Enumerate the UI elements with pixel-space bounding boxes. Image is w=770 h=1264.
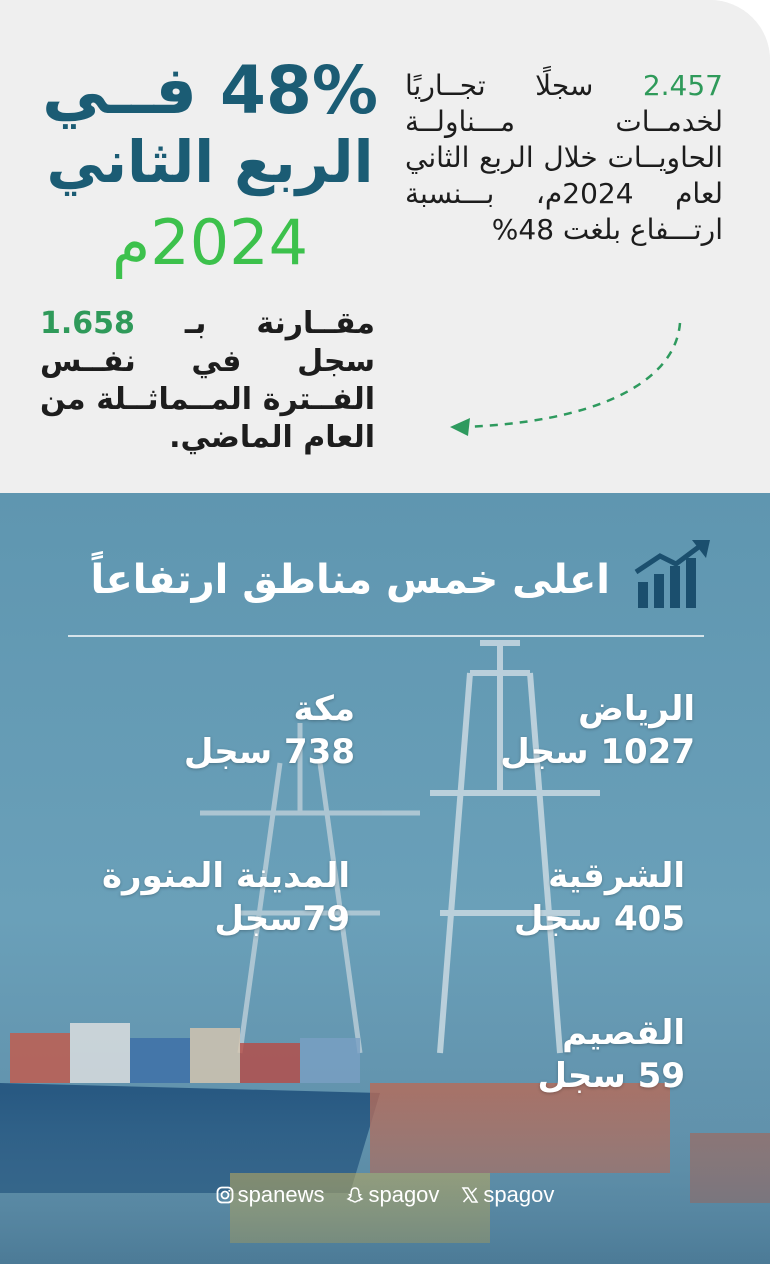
social-handle: spanews [237,1182,325,1207]
headline [40,52,380,285]
region-madinah [60,855,350,941]
region-name: المدينة المنورة [101,856,350,896]
social-handle: spagov [483,1182,555,1207]
section-divider [68,635,704,637]
social-snapchat[interactable] [346,1182,439,1208]
region-count: 738 سجل [183,732,355,772]
region-eastern [440,855,685,941]
region-name: مكة [293,689,355,729]
region-name: القصيم [562,1013,685,1053]
region-name: الشرقية [548,856,685,896]
region-count: 405 سجل [513,899,685,939]
social-instagram[interactable] [216,1182,325,1208]
dashed-arrow-icon [440,315,700,445]
social-handles [150,1178,620,1212]
region-count: 59 سجل [537,1056,685,1096]
headline-quarter: الربع الثاني [46,128,374,196]
comparison-text [40,305,375,457]
social-x[interactable] [461,1182,554,1208]
comparison-prefix: مقــارنة بـ [184,306,375,341]
records-text: سجلًا تجــاريًا لخدمــات مـــناولــة الحاويــات خلال الربع الثاني لعام 2024م، بـــنسبة ارتـــفاع بلغت 48% [405,69,723,246]
region-name: الرياض [578,689,695,729]
records-count: 2.457 [642,69,723,102]
social-handle: spagov [368,1182,440,1207]
region-makkah [110,688,355,774]
x-icon [461,1186,479,1204]
headline-percent: 48% فــي [41,52,379,129]
headline-year: 2024م [111,206,309,279]
region-riyadh [450,688,695,774]
comparison-suffix: سجل في نفــس الفــترة المــماثــلة من العام الماضي. [40,344,375,455]
region-count: 1027 سجل [500,732,695,772]
records-summary [405,68,723,248]
comparison-value: 1.658 [40,306,135,341]
region-qassim [440,1012,685,1098]
section-title: اعلى خمس مناطق ارتفاعاً [90,557,610,603]
growth-chart-icon [632,538,712,610]
instagram-icon [216,1186,234,1204]
snapchat-icon [346,1186,364,1204]
region-count: 79سجل [214,899,350,939]
